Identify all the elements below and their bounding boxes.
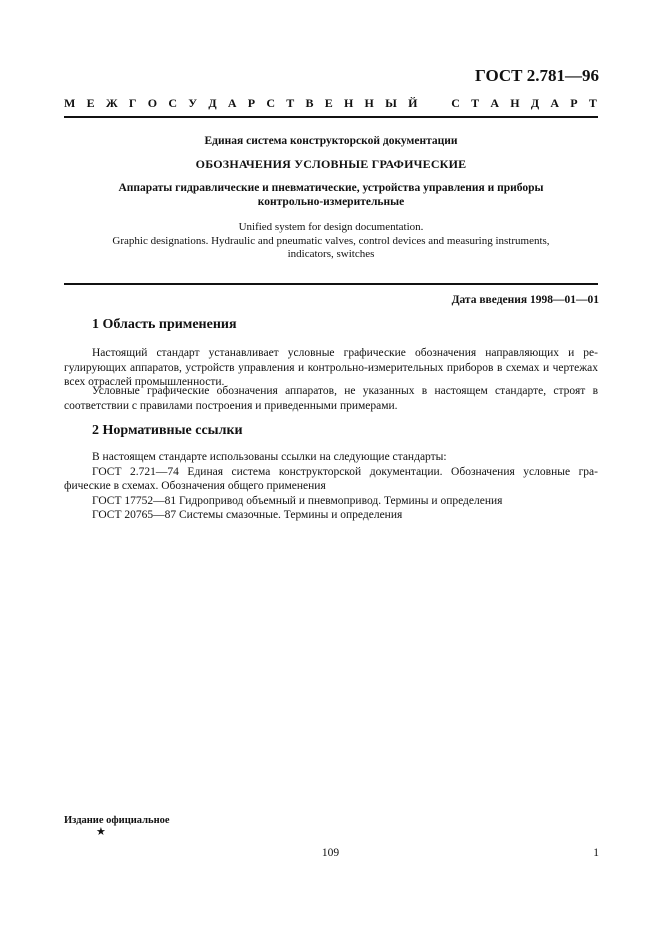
banner-letter: С — [451, 96, 460, 110]
banner-letter: Й — [408, 96, 418, 110]
banner-letter: Ы — [385, 96, 397, 110]
subtitle-line: Аппараты гидравлические и пневматические, устройства управления и приборы — [118, 182, 544, 194]
banner-letter: Е — [324, 96, 333, 110]
official-edition-label: Издание официальное — [64, 815, 170, 826]
banner-letter: А — [490, 96, 500, 110]
references-intro: В настоящем стандарте использованы ссылки на следующие стандарты: — [92, 451, 447, 463]
banner-letter: Д — [530, 96, 540, 110]
section-1-paragraph-1 — [64, 346, 598, 390]
reference-text: ГОСТ 2.721—74 Единая система конструкторской документации. Обозначения условные гра-фические в схемах. Обозначения общего применения — [64, 465, 598, 492]
introduction-date: Дата введения 1998—01—01 — [451, 294, 599, 306]
banner-letter: В — [305, 96, 314, 110]
banner-letter: А — [227, 96, 237, 110]
banner-letter: А — [550, 96, 560, 110]
normative-references — [64, 450, 598, 523]
reference-item — [64, 465, 598, 494]
banner-letter: У — [188, 96, 198, 110]
english-title-line: Unified system for design documentation. — [238, 221, 424, 233]
english-title — [64, 221, 598, 262]
reference-text: ГОСТ 20765—87 Системы смазочные. Термины и определения — [92, 509, 403, 521]
title-block-rule — [64, 283, 598, 285]
document-title: ОБОЗНАЧЕНИЯ УСЛОВНЫЕ ГРАФИЧЕСКИЕ — [195, 157, 467, 171]
banner-letter: Ж — [105, 96, 118, 110]
interstate-standard-banner — [64, 96, 597, 111]
section-1-heading: 1 Область применения — [92, 317, 237, 332]
english-title-line: indicators, switches — [287, 248, 375, 260]
banner-letter: Т — [588, 96, 597, 110]
page-number: 109 — [321, 847, 340, 859]
document-subtitle — [64, 181, 598, 209]
banner-letter: М — [64, 96, 76, 110]
gost-number: ГОСТ 2.781—96 — [475, 66, 599, 85]
reference-text: ГОСТ 17752—81 Гидропривод объемный и пневмопривод. Термины и определения — [92, 494, 503, 507]
banner-letter: С — [168, 96, 178, 110]
banner-letter: Е — [86, 96, 95, 110]
top-rule-divider — [64, 116, 598, 118]
star-icon: ★ — [96, 826, 106, 838]
paragraph-text: Настоящий стандарт устанавливает условные графические обозначения направляющих и ре-гулирующих аппаратов, устройств управления и контрольно-измерительных приборов в схемах и чертежах всех отраслей промышленности. — [64, 347, 598, 388]
banner-letter: Н — [510, 96, 520, 110]
subtitle-line: контрольно-измерительные — [257, 196, 405, 208]
reference-item — [64, 508, 598, 523]
paragraph-text: Условные графические обозначения аппаратов, не указанных в настоящем стандарте, строят в соответствии с правилами построения и приведенными примерами. — [64, 385, 598, 412]
banner-letter: Г — [128, 96, 137, 110]
banner-letter: Р — [247, 96, 256, 110]
banner-letter: Р — [570, 96, 578, 110]
section-2-heading: 2 Нормативные ссылки — [92, 423, 243, 438]
banner-letter: Т — [286, 96, 295, 110]
banner-letter: Н — [364, 96, 374, 110]
banner-letter: С — [266, 96, 275, 110]
banner-letter: О — [147, 96, 158, 110]
banner-letter: Т — [471, 96, 480, 110]
banner-letter: Н — [343, 96, 354, 110]
reference-item — [64, 494, 598, 509]
sheet-number: 1 — [593, 847, 599, 859]
section-1-paragraph-2 — [64, 384, 598, 413]
banner-letter: Д — [208, 96, 217, 110]
english-title-line: Graphic designations. Hydraulic and pneumatic valves, control devices and measuring instruments, — [112, 234, 550, 247]
system-name: Единая система конструкторской документации — [204, 135, 458, 147]
